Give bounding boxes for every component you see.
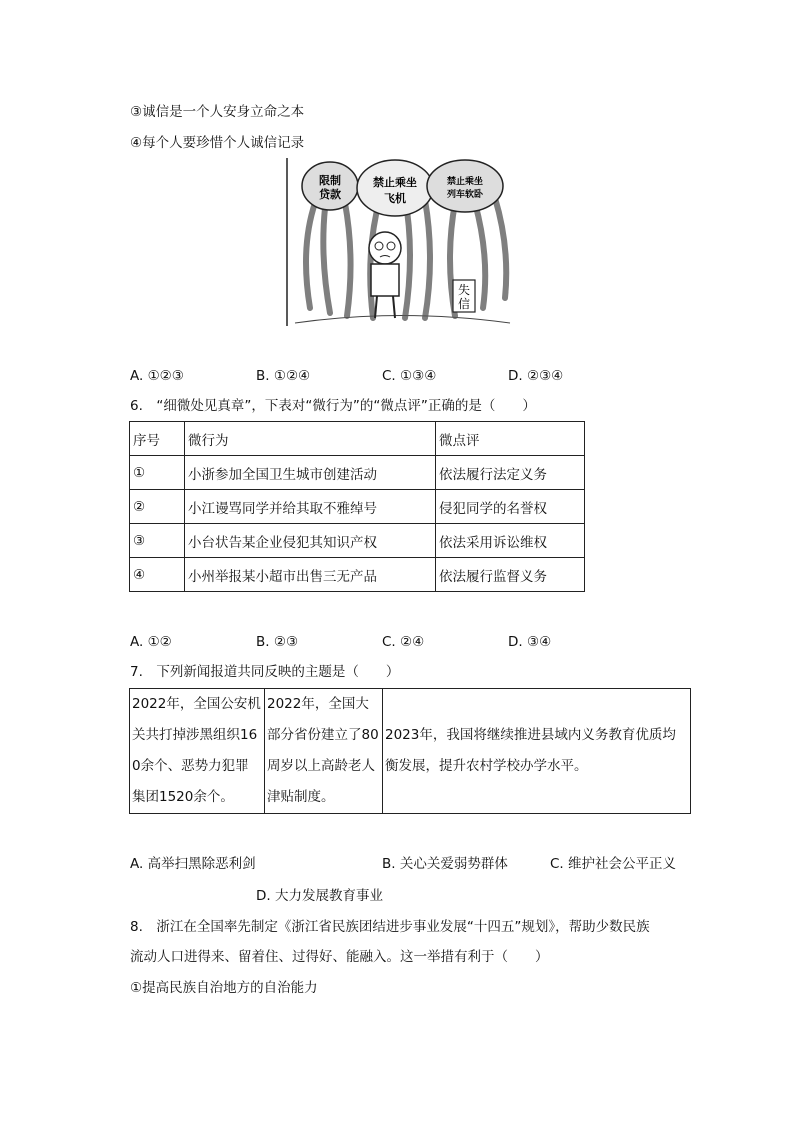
- q7-stem: 7. 下列新闻报道共同反映的主题是（ ）: [130, 664, 400, 680]
- umbrella-mid-line2: 飞机: [384, 192, 406, 205]
- news-cell-3: 2023年，我国将继续推进县域内义务教育优质均衡发展，提升农村学校办学水平。: [383, 689, 691, 814]
- q5-option-c[interactable]: C. ①③④: [382, 368, 437, 384]
- table-cell: 依法采用诉讼维权: [436, 524, 585, 558]
- cartoon-illustration: [285, 158, 517, 328]
- umbrella-right-line2: 列车软卧: [446, 190, 484, 200]
- q6-option-d[interactable]: D. ③④: [508, 634, 552, 650]
- q6-table: [129, 421, 585, 592]
- table-row: [130, 490, 585, 524]
- q7-option-c[interactable]: C. 维护社会公平正义: [550, 856, 677, 872]
- sign-char-1: 失: [457, 283, 471, 297]
- q6-option-b[interactable]: B. ②③: [256, 634, 299, 650]
- news-cell-1: 2022年，全国公安机关共打掉涉黑组织160余个、恶势力犯罪集团1520余个。: [130, 689, 265, 814]
- q5-option-d[interactable]: D. ②③④: [508, 368, 564, 384]
- table-header-row: [130, 422, 585, 456]
- table-cell: 小州举报某小超市出售三无产品: [185, 558, 436, 592]
- q6-option-c[interactable]: C. ②④: [382, 634, 425, 650]
- table-row: [130, 456, 585, 490]
- table-cell: 侵犯同学的名誉权: [436, 490, 585, 524]
- table-cell: 依法履行法定义务: [436, 456, 585, 490]
- q7-news-table: [129, 688, 691, 814]
- header-cell: 微行为: [185, 422, 436, 456]
- table-cell: 小浙参加全国卫生城市创建活动: [185, 456, 436, 490]
- table-row: [130, 524, 585, 558]
- table-cell: 小江谩骂同学并给其取不雅绰号: [185, 490, 436, 524]
- q5-option-b[interactable]: B. ①②④: [256, 368, 311, 384]
- header-cell: 序号: [130, 422, 185, 456]
- table-cell: ①: [130, 456, 185, 490]
- q8-stem-line1: 8. 浙江在全国率先制定《浙江省民族团结进步事业发展“十四五”规划》，帮助少数民族: [130, 919, 650, 935]
- umbrella-left-line1: 限制: [319, 174, 341, 187]
- q6-stem: 6. “细微处见真章”，下表对“微行为”的“微点评”正确的是（ ）: [130, 398, 536, 414]
- q5-option-a[interactable]: A. ①②③: [130, 368, 184, 384]
- table-cell: 依法履行监督义务: [436, 558, 585, 592]
- header-cell: 微点评: [436, 422, 585, 456]
- umbrella-right-line1: 禁止乘坐: [446, 177, 484, 187]
- table-row: [130, 558, 585, 592]
- statement-3: ③诚信是一个人安身立命之本: [130, 104, 305, 120]
- q6-option-a[interactable]: A. ①②: [130, 634, 172, 650]
- table-cell: ④: [130, 558, 185, 592]
- q7-option-b[interactable]: B. 关心关爱弱势群体: [382, 856, 508, 872]
- table-cell: 小台状告某企业侵犯其知识产权: [185, 524, 436, 558]
- table-cell: ②: [130, 490, 185, 524]
- table-row: [130, 689, 691, 814]
- cartoon-drawing: [285, 158, 517, 328]
- umbrella-left-line2: 贷款: [319, 188, 341, 201]
- statement-4: ④每个人要珍惜个人诚信记录: [130, 135, 305, 151]
- q7-option-a[interactable]: A. 高举扫黑除恶利剑: [130, 856, 256, 872]
- q7-option-d[interactable]: D. 大力发展教育事业: [256, 888, 383, 904]
- q8-statement-1: ①提高民族自治地方的自治能力: [130, 980, 318, 996]
- table-cell: ③: [130, 524, 185, 558]
- q8-stem-line2: 流动人口进得来、留着住、过得好、能融入。这一举措有利于（ ）: [130, 949, 549, 965]
- umbrella-mid-line1: 禁止乘坐: [373, 176, 417, 189]
- sign-char-2: 信: [457, 297, 471, 311]
- news-cell-2: 2022年，全国大部分省份建立了80周岁以上高龄老人津贴制度。: [265, 689, 383, 814]
